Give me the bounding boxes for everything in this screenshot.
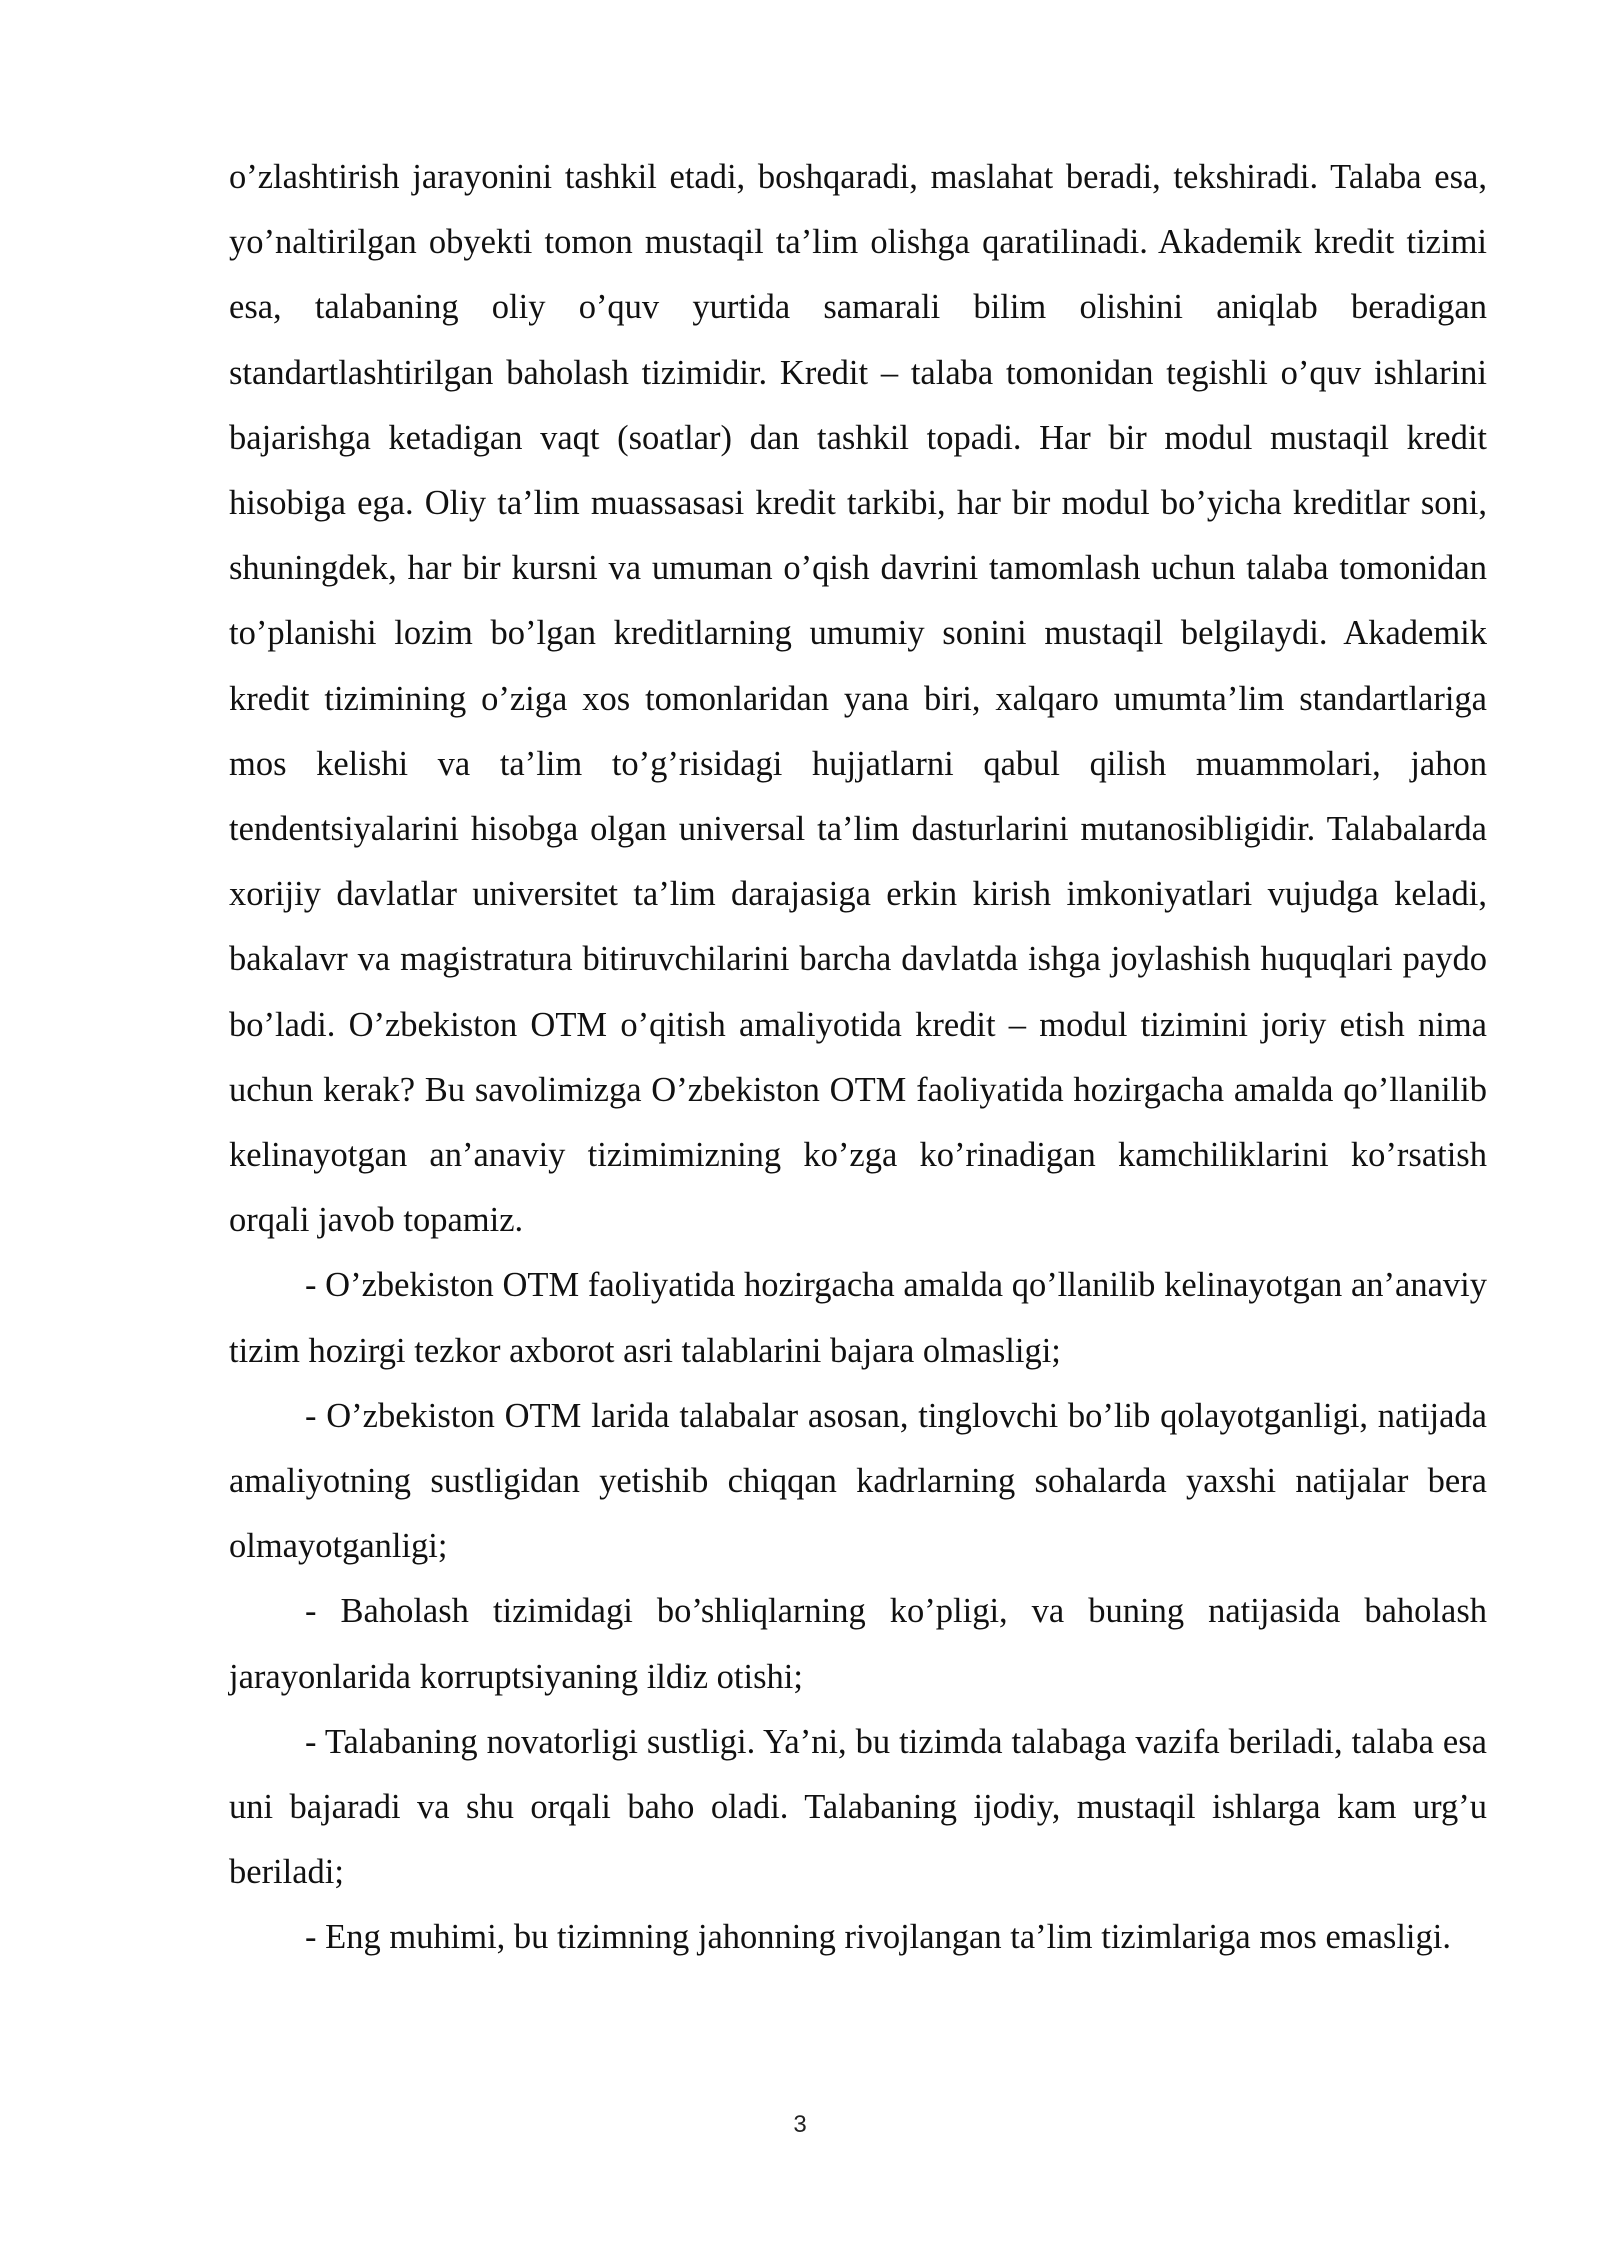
bullet-low-innovation: - Talabaning novatorligi sustligi. Ya’ni, bu tizimda talabaga vazifa beriladi, talaba esa uni bajaradi va shu orqali baho oladi. Talabaning ijodiy, mustaqil ishlarga kam urg’u beriladi; xyxy=(229,1722,1487,1892)
body-text xyxy=(229,145,1487,1971)
paragraph-intro: o’zlashtirish jarayonini tashkil etadi, boshqaradi, maslahat beradi, tekshiradi. Talaba esa, yo’naltirilgan obyekti tomon mustaqil ta’lim olishga qaratilinadi. Akademik kredit tizimi esa, talabaning oliy o’quv yurtida samarali bilim olishini aniqlab beradigan standartlashtirilgan baholash tizimidir. Kredit – talaba tomonidan tegishli o’quv ishlarini bajarishga ketadigan vaqt (soatlar) dan tashkil topadi. Har bir modul mustaqil kredit hisobiga ega. Oliy ta’lim muassasasi kredit tarkibi, har bir modul bo’yicha kreditlar soni, shuningdek, har bir kursni va umuman o’qish davrini tamomlash uchun talaba tomonidan to’planishi lozim bo’lgan kreditlarning umumiy sonini mustaqil belgilaydi. Akademik kredit tizimining o’ziga xos tomonlaridan yana biri, xalqaro umumta’lim standartlariga mos kelishi va ta’lim to’g’risidagi hujjatlarni qabul qilish muammolari, jahon tendentsiyalarini hisobga olgan universal ta’lim dasturlarini mutanosibligidir. Talabalarda xorijiy davlatlar universitet ta’lim darajasiga erkin kirish imkoniyatlari vujudga keladi, bakalavr va magistratura bitiruvchilarini barcha davlatda ishga joylashish huquqlari paydo bo’ladi. O’zbekiston OTM o’qitish amaliyotida kredit – modul tizimini joriy etish nima uchun kerak? Bu savolimizga O’zbekiston OTM faoliyatida hozirgacha amalda qo’llanilib kelinayotgan an’anaviy tizimimizning ko’zga ko’rinadigan kamchiliklarini ko’rsatish orqali javob topamiz. xyxy=(229,158,1487,1240)
bullet-traditional-system: - O’zbekiston OTM faoliyatida hozirgacha amalda qo’llanilib kelinayotgan an’anaviy tizim hozirgi tezkor axborot asri talablarini bajara olmasligi; xyxy=(229,1266,1487,1370)
page-number: 3 xyxy=(793,2111,807,2138)
bullet-assessment-gaps: - Baholash tizimidagi bo’shliqlarning ko’pligi, va buning natijasida baholash jarayonlarida korruptsiyaning ildiz otishi; xyxy=(229,1592,1487,1696)
bullet-international-mismatch: - Eng muhimi, bu tizimning jahonning rivojlangan ta’lim tizimlariga mos emasligi. xyxy=(305,1918,1451,1957)
bullet-passive-students: - O’zbekiston OTM larida talabalar asosan, tinglovchi bo’lib qolayotganligi, natijada amaliyotning sustligidan yetishib chiqqan kadrlarning sohalarda yaxshi natijalar bera olmayotganligi; xyxy=(229,1396,1487,1566)
